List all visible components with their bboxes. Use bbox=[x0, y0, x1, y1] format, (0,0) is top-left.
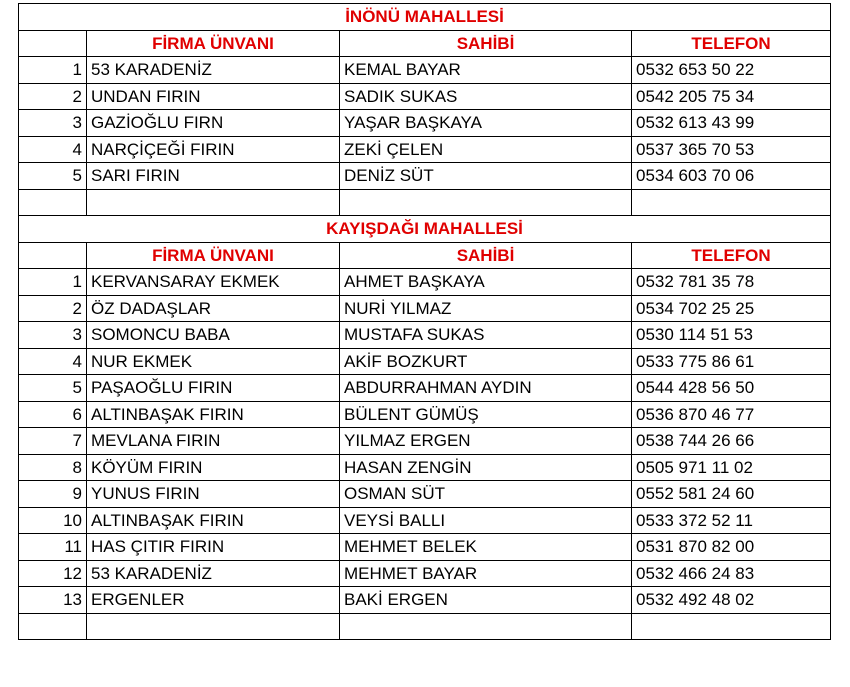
section-title-row bbox=[19, 4, 831, 31]
empty-cell[interactable] bbox=[340, 189, 632, 216]
firm-name-cell[interactable]: KÖYÜM FIRIN bbox=[87, 454, 340, 481]
row-number-cell[interactable]: 8 bbox=[19, 454, 87, 481]
phone-cell[interactable]: 0532 653 50 22 bbox=[632, 57, 831, 84]
table-row bbox=[19, 110, 831, 137]
table-row bbox=[19, 163, 831, 190]
phone-cell[interactable]: 0530 114 51 53 bbox=[632, 322, 831, 349]
row-number-cell[interactable]: 4 bbox=[19, 348, 87, 375]
empty-cell[interactable] bbox=[340, 613, 632, 640]
firm-name-cell[interactable]: GAZİOĞLU FIRN bbox=[87, 110, 340, 137]
row-number-cell[interactable]: 7 bbox=[19, 428, 87, 455]
phone-cell[interactable]: 0533 372 52 11 bbox=[632, 507, 831, 534]
table-row bbox=[19, 348, 831, 375]
table-body bbox=[19, 4, 831, 640]
table-row bbox=[19, 83, 831, 110]
header-owner[interactable]: SAHİBİ bbox=[340, 242, 632, 269]
firm-name-cell[interactable]: SOMONCU BABA bbox=[87, 322, 340, 349]
row-number-cell[interactable]: 10 bbox=[19, 507, 87, 534]
owner-name-cell[interactable]: YILMAZ ERGEN bbox=[340, 428, 632, 455]
row-number-cell[interactable]: 2 bbox=[19, 83, 87, 110]
row-number-cell[interactable]: 1 bbox=[19, 57, 87, 84]
row-number-cell[interactable]: 6 bbox=[19, 401, 87, 428]
table-row bbox=[19, 375, 831, 402]
table-row bbox=[19, 534, 831, 561]
owner-name-cell[interactable]: AKİF BOZKURT bbox=[340, 348, 632, 375]
table-row bbox=[19, 322, 831, 349]
empty-cell[interactable] bbox=[632, 189, 831, 216]
owner-name-cell[interactable]: BÜLENT GÜMÜŞ bbox=[340, 401, 632, 428]
firm-name-cell[interactable]: YUNUS FIRIN bbox=[87, 481, 340, 508]
owner-name-cell[interactable]: MUSTAFA SUKAS bbox=[340, 322, 632, 349]
header-phone[interactable]: TELEFON bbox=[632, 242, 831, 269]
firm-name-cell[interactable]: 53 KARADENİZ bbox=[87, 560, 340, 587]
header-firm[interactable]: FİRMA ÜNVANI bbox=[87, 30, 340, 57]
header-no-cell[interactable] bbox=[19, 242, 87, 269]
column-header-row bbox=[19, 30, 831, 57]
row-number-cell[interactable]: 13 bbox=[19, 587, 87, 614]
header-firm[interactable]: FİRMA ÜNVANI bbox=[87, 242, 340, 269]
phone-cell[interactable]: 0534 603 70 06 bbox=[632, 163, 831, 190]
empty-cell[interactable] bbox=[87, 613, 340, 640]
table-row bbox=[19, 454, 831, 481]
table-row bbox=[19, 269, 831, 296]
bakery-contact-table bbox=[18, 3, 831, 640]
phone-cell[interactable]: 0542 205 75 34 bbox=[632, 83, 831, 110]
owner-name-cell[interactable]: AHMET BAŞKAYA bbox=[340, 269, 632, 296]
phone-cell[interactable]: 0536 870 46 77 bbox=[632, 401, 831, 428]
firm-name-cell[interactable]: ERGENLER bbox=[87, 587, 340, 614]
phone-cell[interactable]: 0537 365 70 53 bbox=[632, 136, 831, 163]
firm-name-cell[interactable]: SARI FIRIN bbox=[87, 163, 340, 190]
row-number-cell[interactable]: 3 bbox=[19, 322, 87, 349]
table-row bbox=[19, 136, 831, 163]
firm-name-cell[interactable]: ALTINBAŞAK FIRIN bbox=[87, 401, 340, 428]
owner-name-cell[interactable]: MEHMET BELEK bbox=[340, 534, 632, 561]
table-row bbox=[19, 57, 831, 84]
owner-name-cell[interactable]: MEHMET BAYAR bbox=[340, 560, 632, 587]
empty-cell[interactable] bbox=[632, 613, 831, 640]
empty-cell[interactable] bbox=[19, 613, 87, 640]
phone-cell[interactable]: 0531 870 82 00 bbox=[632, 534, 831, 561]
firm-name-cell[interactable]: ALTINBAŞAK FIRIN bbox=[87, 507, 340, 534]
owner-name-cell[interactable]: ZEKİ ÇELEN bbox=[340, 136, 632, 163]
row-number-cell[interactable]: 3 bbox=[19, 110, 87, 137]
row-number-cell[interactable]: 2 bbox=[19, 295, 87, 322]
firm-name-cell[interactable]: ÖZ DADAŞLAR bbox=[87, 295, 340, 322]
owner-name-cell[interactable]: BAKİ ERGEN bbox=[340, 587, 632, 614]
phone-cell[interactable]: 0538 744 26 66 bbox=[632, 428, 831, 455]
header-owner[interactable]: SAHİBİ bbox=[340, 30, 632, 57]
owner-name-cell[interactable]: NURİ YILMAZ bbox=[340, 295, 632, 322]
column-header-row bbox=[19, 242, 831, 269]
firm-name-cell[interactable]: 53 KARADENİZ bbox=[87, 57, 340, 84]
row-number-cell[interactable]: 4 bbox=[19, 136, 87, 163]
header-no-cell[interactable] bbox=[19, 30, 87, 57]
firm-name-cell[interactable]: NUR EKMEK bbox=[87, 348, 340, 375]
owner-name-cell[interactable]: DENİZ SÜT bbox=[340, 163, 632, 190]
section-title[interactable]: İNÖNÜ MAHALLESİ bbox=[19, 4, 831, 31]
phone-cell[interactable]: 0544 428 56 50 bbox=[632, 375, 831, 402]
row-number-cell[interactable]: 1 bbox=[19, 269, 87, 296]
owner-name-cell[interactable]: OSMAN SÜT bbox=[340, 481, 632, 508]
empty-cell[interactable] bbox=[19, 189, 87, 216]
section-title[interactable]: KAYIŞDAĞI MAHALLESİ bbox=[19, 216, 831, 243]
phone-cell[interactable]: 0532 492 48 02 bbox=[632, 587, 831, 614]
firm-name-cell[interactable]: HAS ÇITIR FIRIN bbox=[87, 534, 340, 561]
table-row bbox=[19, 295, 831, 322]
owner-name-cell[interactable]: YAŞAR BAŞKAYA bbox=[340, 110, 632, 137]
table-row bbox=[19, 587, 831, 614]
phone-cell[interactable]: 0552 581 24 60 bbox=[632, 481, 831, 508]
firm-name-cell[interactable]: KERVANSARAY EKMEK bbox=[87, 269, 340, 296]
row-number-cell[interactable]: 12 bbox=[19, 560, 87, 587]
phone-cell[interactable]: 0505 971 11 02 bbox=[632, 454, 831, 481]
row-number-cell[interactable]: 5 bbox=[19, 375, 87, 402]
table-row bbox=[19, 507, 831, 534]
owner-name-cell[interactable]: SADIK SUKAS bbox=[340, 83, 632, 110]
owner-name-cell[interactable]: HASAN ZENGİN bbox=[340, 454, 632, 481]
row-number-cell[interactable]: 9 bbox=[19, 481, 87, 508]
firm-name-cell[interactable]: MEVLANA FIRIN bbox=[87, 428, 340, 455]
phone-cell[interactable]: 0533 775 86 61 bbox=[632, 348, 831, 375]
owner-name-cell[interactable]: VEYSİ BALLI bbox=[340, 507, 632, 534]
empty-row bbox=[19, 613, 831, 640]
table-row bbox=[19, 481, 831, 508]
phone-cell[interactable]: 0532 466 24 83 bbox=[632, 560, 831, 587]
owner-name-cell[interactable]: ABDURRAHMAN AYDIN bbox=[340, 375, 632, 402]
table-row bbox=[19, 560, 831, 587]
phone-cell[interactable]: 0532 781 35 78 bbox=[632, 269, 831, 296]
firm-name-cell[interactable]: NARÇİÇEĞİ FIRIN bbox=[87, 136, 340, 163]
phone-cell[interactable]: 0532 613 43 99 bbox=[632, 110, 831, 137]
table-row bbox=[19, 428, 831, 455]
section-title-row bbox=[19, 216, 831, 243]
owner-name-cell[interactable]: KEMAL BAYAR bbox=[340, 57, 632, 84]
phone-cell[interactable]: 0534 702 25 25 bbox=[632, 295, 831, 322]
row-number-cell[interactable]: 5 bbox=[19, 163, 87, 190]
firm-name-cell[interactable]: PAŞAOĞLU FIRIN bbox=[87, 375, 340, 402]
header-phone[interactable]: TELEFON bbox=[632, 30, 831, 57]
empty-row bbox=[19, 189, 831, 216]
table-row bbox=[19, 401, 831, 428]
empty-cell[interactable] bbox=[87, 189, 340, 216]
row-number-cell[interactable]: 11 bbox=[19, 534, 87, 561]
firm-name-cell[interactable]: UNDAN FIRIN bbox=[87, 83, 340, 110]
